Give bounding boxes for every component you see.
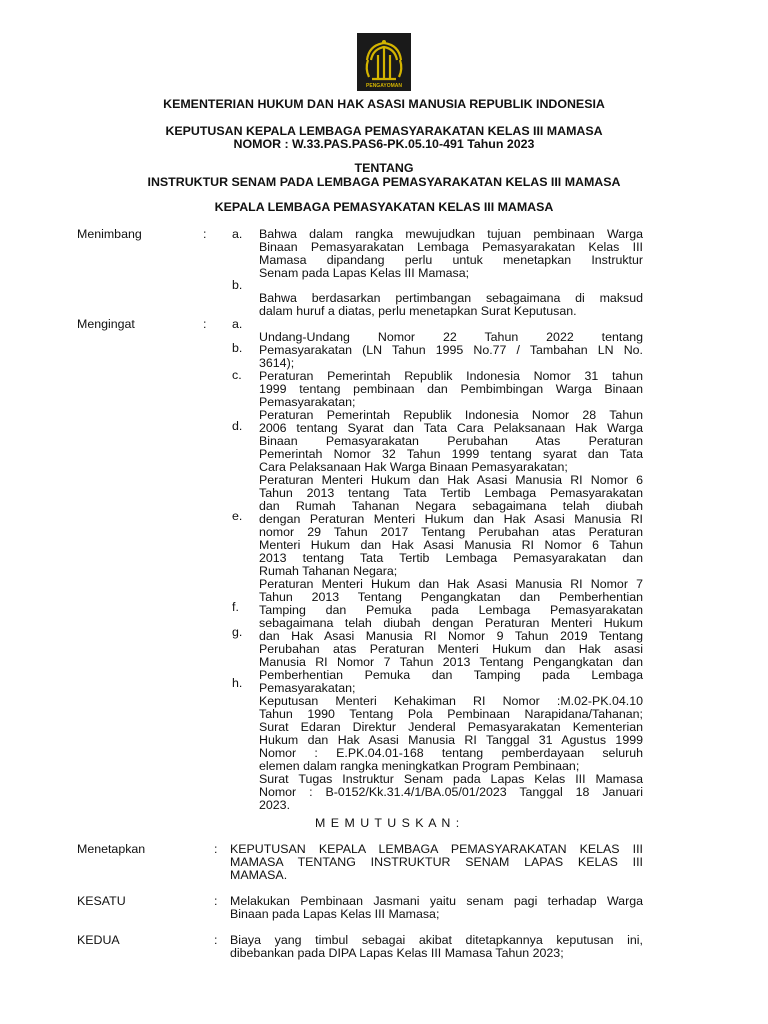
text-line: Bahwa berdasarkan pertimbangan sebagaimana di maksud [259, 291, 643, 305]
mengingat-letter-h: h. [232, 676, 243, 690]
mengingat-letter-a: a. [232, 317, 243, 331]
text-line: 2023. [259, 798, 291, 812]
menetapkan-text [230, 843, 643, 882]
text-line: 2013 tentang Tata Tertib Lembaga Pemasyarakatan dan [259, 551, 643, 565]
pengayoman-emblem-icon [357, 33, 411, 91]
signatory-heading: KEPALA LEMBAGA PEMASYAKATAN KELAS III MAMASA [214, 200, 554, 214]
menetapkan-colon: : [214, 842, 218, 856]
text-line: Tahun 1990 Tentang Pola Pembinaan Narapidana/Tahanan; [259, 707, 643, 721]
menimbang-letter-b: b. [232, 278, 243, 292]
text-line: Tahun 2013 tentang Tata Tertib Lembaga Pemasyarakatan [259, 486, 643, 500]
ministry-heading: KEMENTERIAN HUKUM DAN HAK ASASI MANUSIA REPUBLIK INDONESIA [163, 97, 605, 111]
kesatu-text [230, 895, 643, 921]
text-line: Pemasyarakatan; [259, 681, 356, 695]
text-line: Bahwa dalam rangka mewujudkan tujuan pembinaan Warga [259, 227, 643, 241]
mengingat-letter-b: b. [232, 341, 243, 355]
kesatu-label: KESATU [77, 894, 126, 908]
menimbang-point-a [259, 228, 643, 280]
text-line: Tamping dan Pemuka pada Lembaga Pemasyarakatan [259, 603, 643, 617]
text-line: Pemasyarakatan (LN Tahun 1995 No.77 / Tambahan LN No. [259, 343, 643, 357]
mengingat-letter-e: e. [232, 509, 243, 523]
text-line: dan Hak Asasi Manusia RI Nomor 9 Tahun 2019 Tentang [259, 629, 643, 643]
text-line: Pemberhentian Pemuka dan Tamping pada Lembaga [259, 668, 643, 682]
decree-title: KEPUTUSAN KEPALA LEMBAGA PEMASYARAKATAN KELAS III MAMASA [165, 124, 603, 138]
menimbang-label: Menimbang [77, 227, 142, 241]
mengingat-letter-d: d. [232, 419, 243, 433]
text-line: Peraturan Pemerintah Republik Indonesia Nomor 28 Tahun [259, 408, 643, 422]
text-line: sebagaimana telah diubah dengan Peraturan Menteri Hukum [259, 616, 643, 630]
text-line: MAMASA TENTANG INSTRUKTUR SENAM LAPAS KELAS III [230, 855, 643, 869]
text-line: Tahun 2013 Tentang Pengangkatan dan Pemberhentian [259, 590, 643, 604]
menimbang-point-b [259, 292, 643, 318]
text-line: 2006 tentang Syarat dan Tata Cara Pelaksanaan Hak Warga [259, 421, 643, 435]
menimbang-colon: : [203, 227, 207, 241]
text-line: Binaan Pemasyarakatan Lembaga Pemasyarakatan Kelas III [259, 240, 643, 254]
text-line: Mamasa dipandang perlu untuk menetapkan Instruktur [259, 253, 643, 267]
decree-number: NOMOR : W.33.PAS.PAS6-PK.05.10-491 Tahun 2023 [233, 137, 535, 151]
decree-subject: INSTRUKTUR SENAM PADA LEMBAGA PEMASYARAKATAN KELAS III MAMASA [147, 175, 621, 189]
text-line: Nomor : E.PK.04.01-168 tentang pemberdayaan seluruh [259, 746, 643, 760]
kedua-label: KEDUA [77, 933, 120, 947]
mengingat-label: Mengingat [77, 317, 135, 331]
text-line: Biaya yang timbul sebagai akibat ditetapkannya keputusan ini, [230, 933, 643, 947]
mengingat-points [259, 331, 643, 812]
menimbang-letter-a: a. [232, 227, 243, 241]
text-line: Hukum dan Hak Asasi Manusia RI Tanggal 31 Agustus 1999 [259, 733, 643, 747]
text-line: Peraturan Menteri Hukum dan Hak Asasi Manusia RI Nomor 6 [259, 473, 643, 487]
menetapkan-label: Menetapkan [77, 842, 146, 856]
text-line: Pemerintah Nomor 32 Tahun 1999 tentang syarat dan Tata [259, 447, 643, 461]
text-line: Keputusan Menteri Kehakiman RI Nomor :M.02-PK.04.10 [259, 694, 643, 708]
text-line: elemen dalam rangka meningkatkan Program Pembinaan; [259, 759, 580, 773]
text-line: Binaan Pemasyarakatan Perubahan Atas Peraturan [259, 434, 643, 448]
text-line: Peraturan Menteri Hukum dan Hak Asasi Manusia RI Nomor 7 [259, 577, 643, 591]
text-line: Undang-Undang Nomor 22 Tahun 2022 tentang [259, 330, 643, 344]
text-line: Pemasyarakatan; [259, 395, 356, 409]
mengingat-letter-f: f. [232, 600, 239, 614]
kedua-colon: : [214, 933, 218, 947]
text-line: KEPUTUSAN KEPALA LEMBAGA PEMASYARAKATAN KELAS III [230, 842, 643, 856]
text-line: dalam huruf a diatas, perlu menetapkan Surat Keputusan. [259, 304, 577, 318]
kesatu-colon: : [214, 894, 218, 908]
about-heading: TENTANG [354, 161, 414, 175]
text-line: Melakukan Pembinaan Jasmani yaitu senam pagi terhadap Warga [230, 894, 643, 908]
text-line: nomor 29 Tahun 2017 Tentang Perubahan atas Peraturan [259, 525, 643, 539]
text-line: Surat Edaran Direktur Jenderal Pemasyarakatan Kementerian [259, 720, 643, 734]
text-line: dibebankan pada DIPA Lapas Kelas III Mamasa Tahun 2023; [230, 946, 564, 960]
text-line: Surat Tugas Instruktur Senam pada Lapas Kelas III Mamasa [259, 772, 643, 786]
text-line: Menteri Hukum dan Hak Asasi Manusia RI Nomor 6 Tahun [259, 538, 643, 552]
text-line: Perubahan atas Peraturan Menteri Hukum dan Hak asasi [259, 642, 643, 656]
text-line: Peraturan Pemerintah Republik Indonesia Nomor 31 tahun [259, 369, 643, 383]
mengingat-letter-g: g. [232, 625, 243, 639]
text-line: Senam pada Lapas Kelas III Mamasa; [259, 266, 470, 280]
memutuskan-heading: M E M U T U S K A N : [315, 816, 461, 830]
logo-text: PENGAYOMAN [366, 83, 402, 89]
text-line: Binaan pada Lapas Kelas III Mamasa; [230, 907, 440, 921]
text-line: Rumah Tahanan Negara; [259, 564, 398, 578]
text-line: dan Rumah Tahanan Negara sebagaimana telah diubah [259, 499, 643, 513]
text-line: 1999 tentang pembinaan dan Pembimbingan Warga Binaan [259, 382, 643, 396]
kedua-text [230, 934, 643, 960]
text-line: dengan Peraturan Menteri Hukum dan Hak Asasi Manusia RI [259, 512, 643, 526]
mengingat-colon: : [203, 317, 207, 331]
mengingat-letter-c: c. [232, 368, 242, 382]
text-line: Manusia RI Nomor 7 Tahun 2013 Tentang Pengangkatan dan [259, 655, 643, 669]
text-line: Cara Pelaksanaan Hak Warga Binaan Pemasyarakatan; [259, 460, 568, 474]
text-line: MAMASA. [230, 868, 288, 882]
text-line: 3614); [259, 356, 295, 370]
text-line: Nomor : B-0152/Kk.31.4/1/BA.05/01/2023 Tanggal 18 Januari [259, 785, 643, 799]
